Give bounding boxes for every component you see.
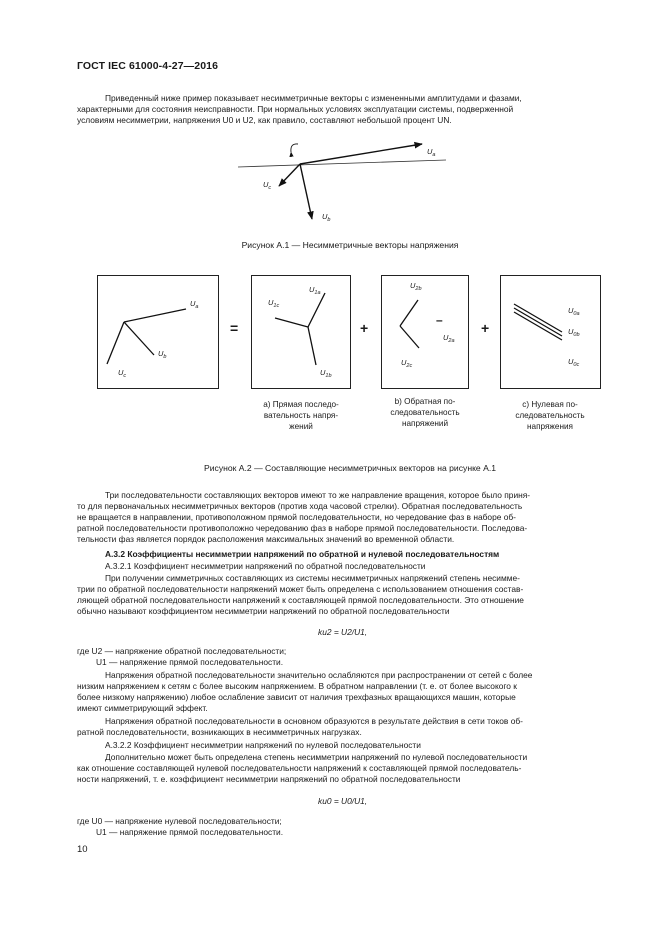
p1-line-4: ратной последовательности противоположно чередованию фаз в наборе прямой последовательности. Последова- — [77, 523, 528, 533]
box1-label-ub: $U_b$ — [158, 349, 167, 360]
plus-sign-2: + — [481, 320, 490, 336]
where-u1: U1 — напряжение прямой последовательности. — [96, 657, 284, 667]
box3-label-u2c: $U_{2c}$ — [401, 358, 413, 369]
p2-line-1: При получении симметричных составляющих из системы несимметричных напряжений степень несимме- — [105, 573, 520, 583]
heading-a332: А.3.2 Коэффициенты несимметрии напряжений по обратной и нулевой последовательностям — [105, 549, 500, 559]
p3-line-2: низким напряжением к сетям с более высоким напряжением. В обратном направлении (т. е. от более высокого к — [77, 681, 517, 691]
box3-caption: b) Обратная по- следовательность напряжений — [390, 397, 460, 428]
box4-label-u0c: $U_{0c}$ — [568, 357, 580, 368]
box2-label-u1b: $U_{1b}$ — [320, 368, 332, 379]
box2-label-u1c: $U_{1c}$ — [268, 298, 280, 309]
label-ua: $U_a$ — [427, 147, 436, 158]
formula-ku2: ku2 = U2/U1, — [318, 627, 368, 637]
label-uc: $U_c$ — [263, 180, 272, 191]
p2-line-4: обычно называют коэффициентом несимметрии напряжений по обратной последовательности — [77, 606, 450, 616]
heading-a3322: А.3.2.2 Коэффициент несимметрии напряжений по нулевой последовательности — [105, 740, 421, 750]
p3-line-3: более низкому напряжению) любое ослабление зависит от наличия трехфазных вращающихся машин, которые — [77, 692, 516, 702]
box3-label-u2a: $U_{2a}$ — [443, 333, 455, 344]
p3-line-4: имеют симметрирующий эффект. — [77, 703, 208, 713]
figure-a1-caption: Рисунок А.1 — Несимметричные векторы напряжения — [241, 240, 459, 250]
p1-line-3: не вращается в направлении, противоположном прямой последовательности, но чередование фаз в наборе об- — [77, 512, 516, 522]
p2-line-3: ляющей обратной последовательности напряжений к составляющей прямой последовательности. Это отношение — [77, 595, 524, 605]
page-number: 10 — [77, 844, 88, 855]
p1-line-1: Три последовательности составляющих векторов имеют то же направление вращения, которое было приня- — [105, 490, 531, 500]
formula-ku0: ku0 = U0/U1, — [318, 796, 368, 806]
box3-label-u2b: $U_{2b}$ — [410, 281, 422, 292]
p5-line-1: Дополнительно может быть определена степень несимметрии напряжений по нулевой последовательности — [105, 752, 528, 762]
p3-line-1: Напряжения обратной последовательности значительно ослабляются при распространении от сетей с более — [105, 670, 533, 680]
document-header: ГОСТ IEC 61000-4-27—2016 — [77, 60, 219, 72]
p1-line-2: то для первоначальных несимметричных векторов (против хода часовой стрелки). Обратная последовательность — [77, 501, 523, 511]
box1-label-ua: $U_a$ — [190, 299, 199, 310]
label-ub: $U_b$ — [322, 212, 331, 223]
p2-line-2: трии по обратной последовательности напряжений может быть определена с использованием отношения состав- — [77, 584, 524, 594]
box4-caption: c) Нулевая по- следовательность напряжения — [515, 400, 585, 431]
equals-sign: = — [230, 320, 239, 336]
box1-label-uc: $U_c$ — [118, 368, 127, 379]
intro-line-1: Приведенный ниже пример показывает несимметричные векторы с измененными амплитудами и фазами, — [105, 93, 522, 103]
box2-caption: a) Прямая последо- вательность напря- жений — [263, 400, 339, 431]
box2-label-u1a: $U_{1a}$ — [309, 285, 321, 296]
where-u1-second: U1 — напряжение прямой последовательности. — [96, 827, 284, 837]
intro-line-3: условиям несимметрии, напряжения U0 и U2, как правило, составляют небольшой процент UN. — [77, 115, 452, 125]
where-u2: где U2 — напряжение обратной последовательности; — [77, 646, 287, 656]
box4-label-u0a: $U_{0a}$ — [568, 306, 580, 317]
heading-a3321: А.3.2.1 Коэффициент несимметрии напряжений по обратной последовательности — [105, 561, 426, 571]
box4-label-u0b: $U_{0b}$ — [568, 327, 580, 338]
where-u0: где U0 — напряжение нулевой последовательности; — [77, 816, 282, 826]
p4-line-1: Напряжения обратной последовательности в основном образуются в результате действия в сети токов об- — [105, 716, 523, 726]
p5-line-3: ности напряжений, т. е. коэффициент несимметрии напряжений по обратной последовательности — [77, 774, 461, 784]
p1-line-5: тельности фаз является порядок расположения максимальных значений во временной области. — [77, 534, 455, 544]
minus-sign: – — [436, 313, 443, 327]
intro-line-2: характерными для состояния неисправности. При нормальных условиях эксплуатации системы, подверженной — [77, 104, 514, 114]
p4-line-2: ратной последовательности, возникающих в несимметричных нагрузках. — [77, 727, 362, 737]
p5-line-2: как отношение составляющей нулевой последовательности напряжений к составляющей прямой последователь- — [77, 763, 522, 773]
plus-sign-1: + — [360, 320, 369, 336]
figure-a2-caption: Рисунок А.2 — Составляющие несимметричных векторов на рисунке А.1 — [203, 463, 496, 473]
